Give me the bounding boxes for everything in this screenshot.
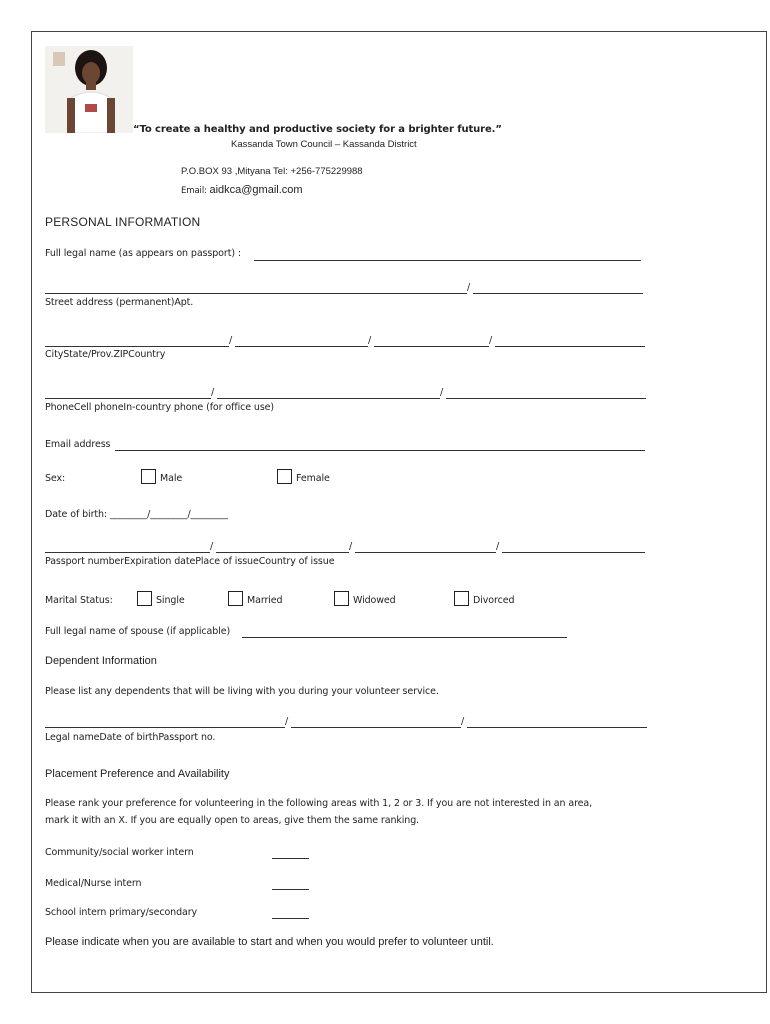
- pref-school-label: School intern primary/secondary: [45, 907, 198, 918]
- council: Kassanda Town Council – Kassanda District: [231, 139, 417, 150]
- married-checkbox[interactable]: [228, 591, 243, 606]
- male-checkbox[interactable]: [141, 469, 156, 484]
- dependents-note: Please list any dependents that will be living with you during your volunteer service.: [45, 686, 439, 697]
- motto: “To create a healthy and productive society for a brighter future.”: [133, 124, 502, 135]
- passport-number-field[interactable]: [45, 552, 210, 553]
- dependent-name-field[interactable]: [45, 727, 285, 728]
- section-placement: Placement Preference and Availability: [45, 768, 230, 780]
- pref-medical-label: Medical/Nurse intern: [45, 878, 142, 889]
- full-name-field[interactable]: [254, 260, 641, 261]
- email-address-field[interactable]: [115, 450, 645, 451]
- section-personal: PERSONAL INFORMATION: [45, 215, 201, 229]
- email-value: aidkca@gmail.com: [209, 184, 303, 196]
- dependents-columns: Legal nameDate of birthPassport no.: [45, 732, 216, 743]
- widowed-label: Widowed: [353, 595, 396, 606]
- divorced-label: Divorced: [473, 595, 515, 606]
- marital-label: Marital Status:: [45, 595, 113, 606]
- email-label: Email:: [181, 186, 210, 196]
- dob-field[interactable]: Date of birth: ________/________/________: [45, 509, 228, 520]
- single-checkbox[interactable]: [137, 591, 152, 606]
- pref-medical-field[interactable]: [272, 889, 309, 890]
- rank-instructions-1: Please rank your preference for volunteering in the following areas with 1, 2 or 3. If you are not interested in an area,: [45, 798, 593, 809]
- availability-question: Please indicate when you are available to start and when you would prefer to volunteer until.: [45, 936, 494, 948]
- address: P.O.BOX 93 ,Mityana Tel: +256-775229988: [181, 166, 363, 177]
- person-photo-icon: [45, 46, 133, 133]
- divorced-checkbox[interactable]: [454, 591, 469, 606]
- country-of-issue-field[interactable]: [502, 552, 645, 553]
- country-field[interactable]: [495, 346, 645, 347]
- place-of-issue-field[interactable]: [355, 552, 496, 553]
- pref-community-field[interactable]: [272, 858, 309, 859]
- sex-label: Sex:: [45, 473, 66, 484]
- passport-label: Passport numberExpiration datePlace of issueCountry of issue: [45, 556, 335, 567]
- spouse-field[interactable]: [242, 637, 567, 638]
- phone-label: PhoneCell phoneIn-country phone (for office use): [45, 402, 275, 413]
- cell-phone-field[interactable]: [217, 398, 440, 399]
- state-field[interactable]: [235, 346, 368, 347]
- dependent-passport-field[interactable]: [467, 727, 647, 728]
- spouse-label: Full legal name of spouse (if applicable): [45, 626, 231, 637]
- married-label: Married: [247, 595, 283, 606]
- city-field[interactable]: [45, 346, 229, 347]
- widowed-checkbox[interactable]: [334, 591, 349, 606]
- female-checkbox[interactable]: [277, 469, 292, 484]
- female-label: Female: [296, 473, 330, 484]
- street-label: Street address (permanent)Apt.: [45, 297, 194, 308]
- in-country-phone-field[interactable]: [446, 398, 646, 399]
- full-name-label: Full legal name (as appears on passport) :: [45, 248, 241, 259]
- apt-field[interactable]: [473, 293, 643, 294]
- city-label: CityState/Prov.ZIPCountry: [45, 349, 166, 360]
- form-page: “To create a healthy and productive society for a brighter future.” Kassanda Town Council – Kassanda District P.O.BOX 93 ,Mityana Tel: +256-775229988 Email: aidkca@gmail.com PERSONAL INFORMATION Full legal name (as appears on passport) : / Street address (permanent)Apt. / / / CityState/Prov.ZIPCountry / / PhoneCell phoneIn-country phone (for office use) Email address Sex: Male Female Date of birth: ________/________/________ / / / Passport numberExpiration datePlace of issueCountry of issue Marital Status: Single Married Widowed Divorced Full legal name of spouse (if applicable) Dependent Information Please list any dependents that will be living with you during your volunteer service. / / Legal nameDate of birthPassport no. Placement Preference and Availability Please rank your preference for volunteering in the following areas with 1, 2 or 3. If you are not interested in an area, mark it with an X. If you are equally open to areas, give them the same ranking. Community/social worker intern Medical/Nurse intern School intern primary/secondary Please indicate when you are available to start and when you would prefer to volunteer until.: [31, 31, 767, 993]
- zip-field[interactable]: [374, 346, 489, 347]
- rank-instructions-2: mark it with an X. If you are equally open to areas, give them the same ranking.: [45, 815, 420, 826]
- pref-school-field[interactable]: [272, 918, 309, 919]
- dependent-dob-field[interactable]: [291, 727, 461, 728]
- male-label: Male: [160, 473, 183, 484]
- email-line: [181, 180, 303, 198]
- phone-field[interactable]: [45, 398, 211, 399]
- street-field[interactable]: [45, 293, 467, 294]
- pref-community-label: Community/social worker intern: [45, 847, 194, 858]
- email-address-label: Email address: [45, 439, 111, 450]
- section-dependent: Dependent Information: [45, 655, 157, 667]
- single-label: Single: [156, 595, 185, 606]
- expiration-date-field[interactable]: [216, 552, 349, 553]
